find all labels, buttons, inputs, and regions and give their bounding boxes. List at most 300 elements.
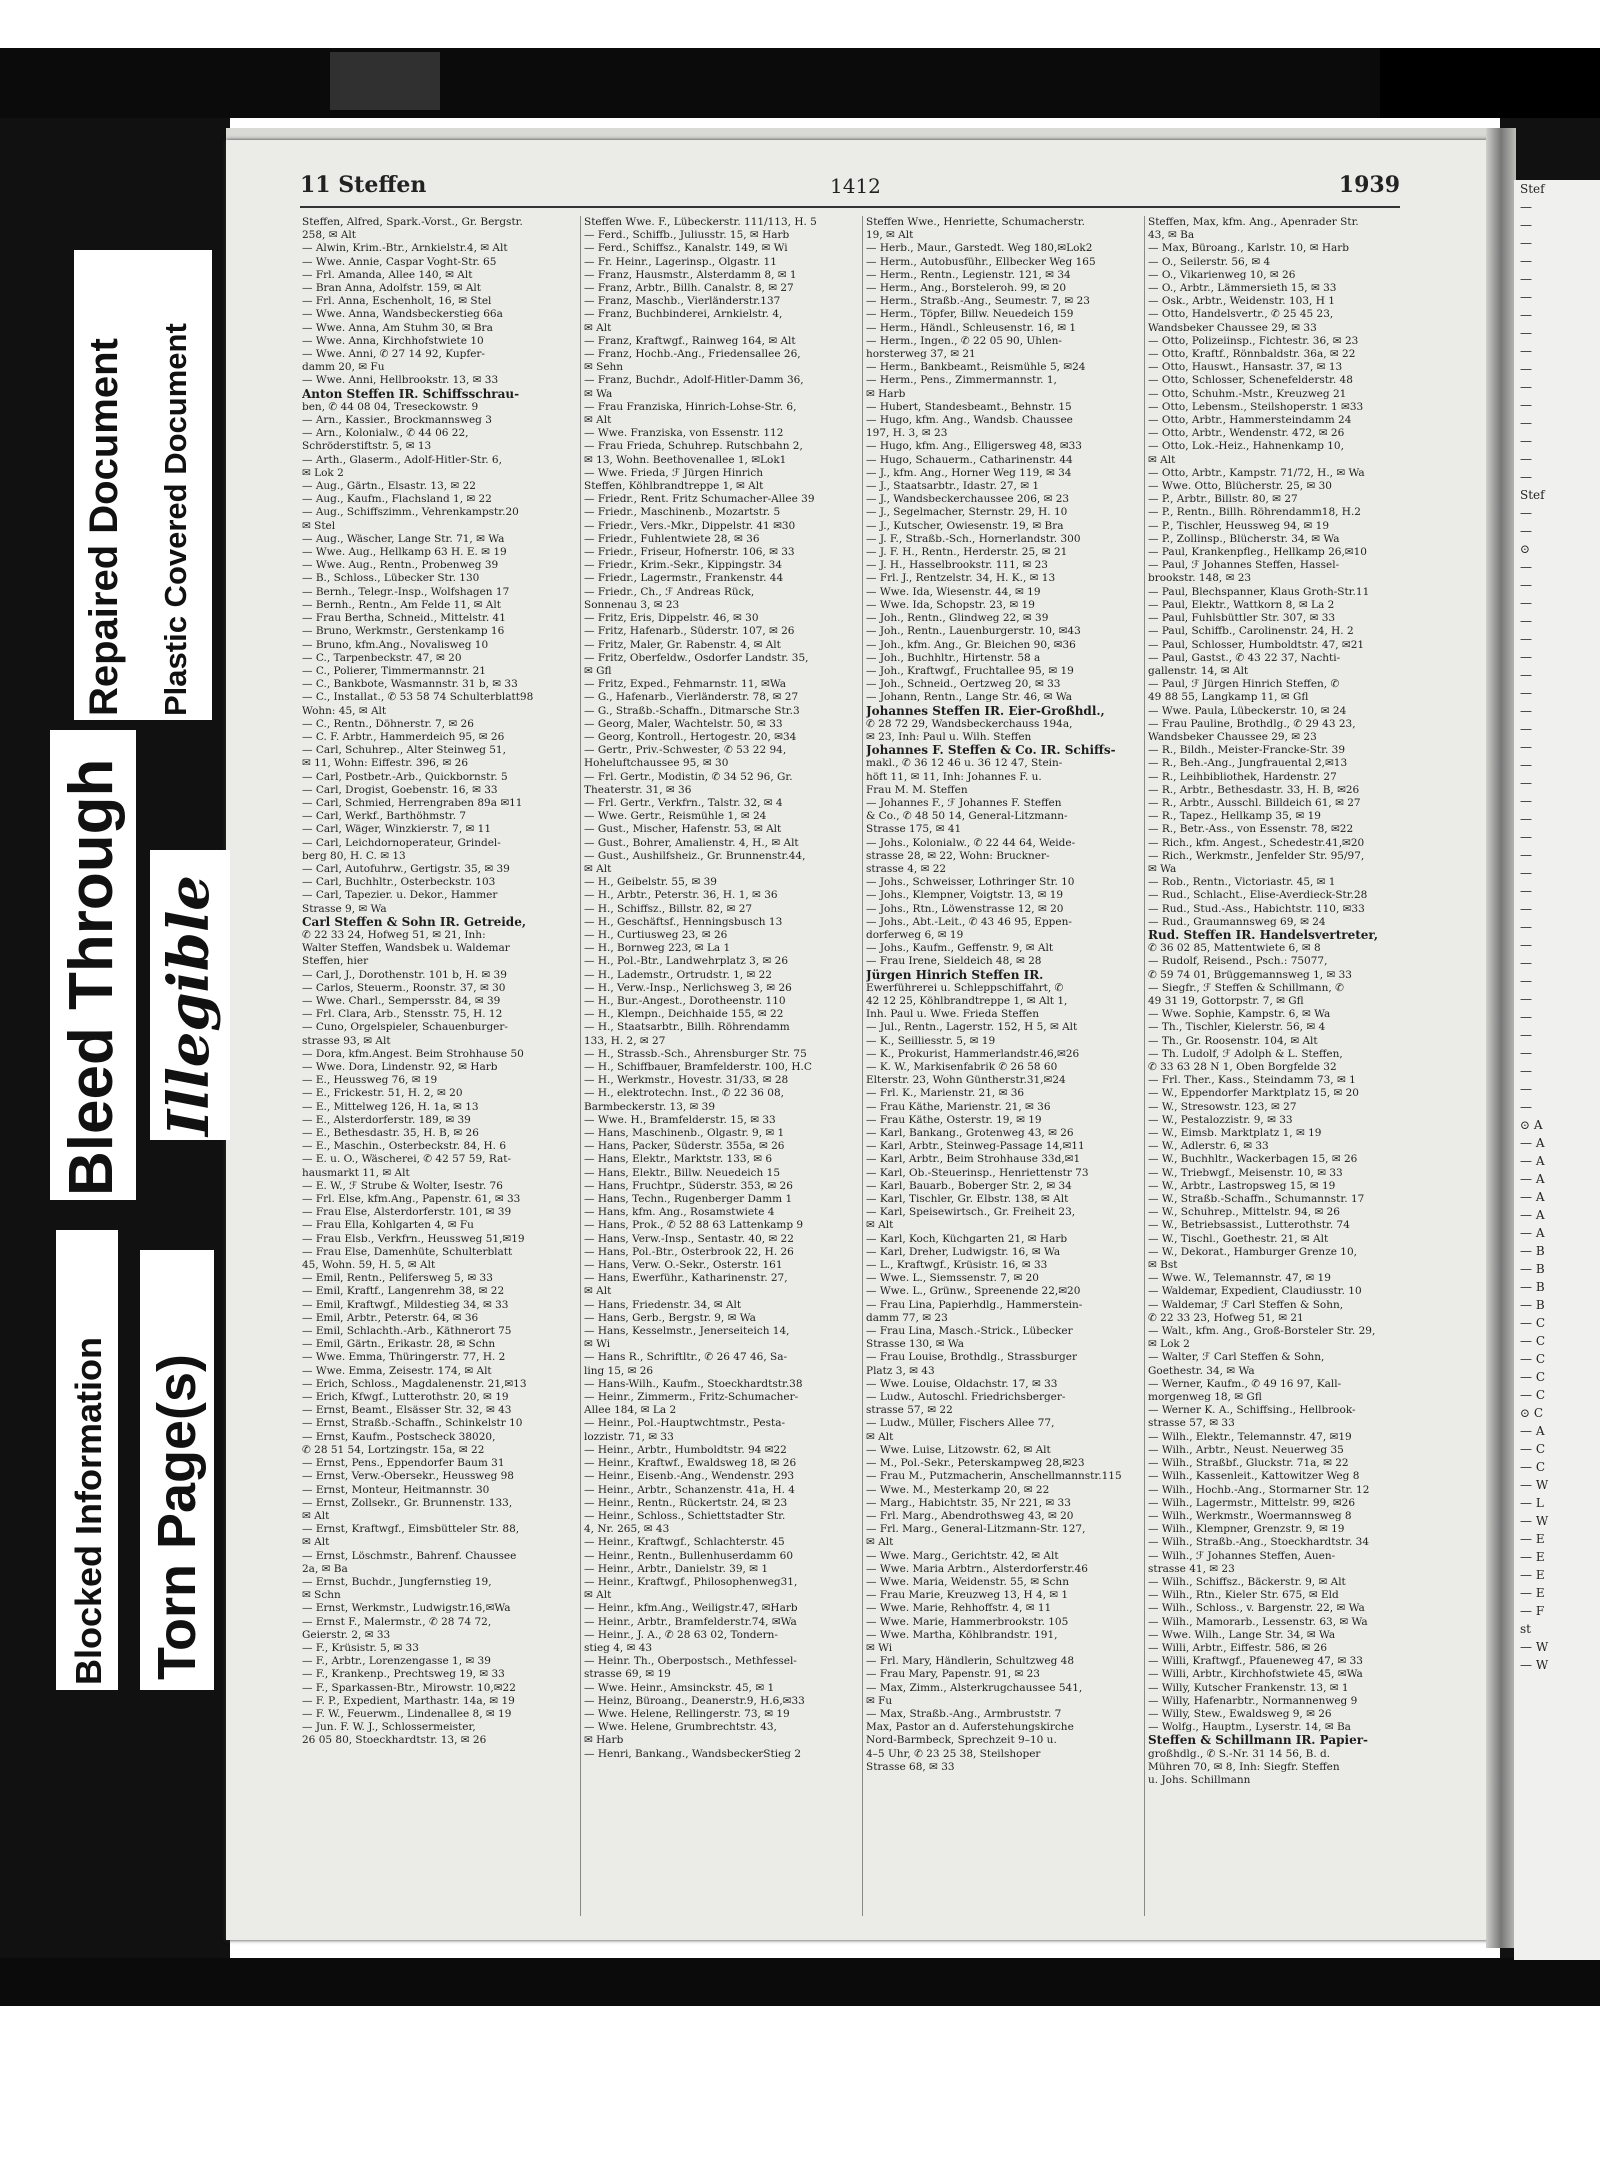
directory-entry: — Ludw., Autoschl. Friedrichsberger- xyxy=(866,1391,1066,1404)
tag-strip xyxy=(56,1230,118,1690)
directory-entry: — Karl, Arbtr., Steinweg-Passage 14,✉11 xyxy=(866,1140,1085,1153)
fragment-line: — C xyxy=(1520,1388,1545,1402)
fragment-line: — xyxy=(1520,560,1532,574)
directory-entry: ✉ Alt xyxy=(584,862,612,875)
directory-entry: ✉ Lok 2 xyxy=(1148,1338,1190,1351)
directory-entry: — Rud., Stud.-Ass., Habichtstr. 110, ✉33 xyxy=(1148,902,1365,915)
directory-entry: — R., Arbtr., Ausschl. Billdeich 61, ✉ 27 xyxy=(1148,796,1361,809)
fragment-line: — B xyxy=(1520,1298,1545,1312)
fragment-line: — xyxy=(1520,974,1532,988)
fragment-line: — B xyxy=(1520,1262,1545,1276)
directory-entry: — Hans, Fruchtpr., Süderstr. 353, ✉ 26 xyxy=(584,1179,793,1192)
directory-entry: — Frl. Gertr., Verkfrn., Talstr. 32, ✉ 4 xyxy=(584,796,783,809)
directory-entry: — W., Dekorat., Hamburger Grenze 10, xyxy=(1148,1245,1357,1258)
directory-entry: — H., Werkmstr., Hovestr. 31/33, ✉ 28 xyxy=(584,1074,789,1087)
directory-entry: — Henri, Bankang., WandsbeckerStieg 2 xyxy=(584,1747,802,1760)
directory-entry: ✉ Alt xyxy=(866,1430,894,1443)
directory-entry: — Johs., Kaufm., Geffenstr. 9, ✉ Alt xyxy=(866,942,1054,955)
directory-entry: — Erich, Schloss., Magdalenenstr. 21,✉13 xyxy=(302,1377,527,1390)
directory-entry: — C., Installat., ✆ 53 58 74 Schulterblatt98 xyxy=(302,691,534,704)
fragment-line: — xyxy=(1520,236,1532,250)
directory-entry: — Franz, Maschb., Vierländerstr.137 xyxy=(584,295,781,308)
directory-entry: — Ernst, Werkmstr., Ludwigstr.16,✉Wa xyxy=(302,1602,511,1615)
fragment-line: — B xyxy=(1520,1244,1545,1258)
directory-entry: — Wwe. Helene, Rellingerstr. 73, ✉ 19 xyxy=(584,1707,790,1720)
fragment-line: ⊙ xyxy=(1520,542,1531,556)
fragment-line: — xyxy=(1520,362,1532,376)
directory-entry: — Wilh., Straßbf., Gluckstr. 71a, ✉ 22 xyxy=(1148,1457,1349,1470)
directory-entry: — Joh., Schneid., Oertzweg 20, ✉ 33 xyxy=(866,678,1061,691)
fragment-line: — W xyxy=(1520,1658,1549,1672)
directory-entry: — Frl. Ther., Kass., Steindamm 73, ✉ 1 xyxy=(1148,1074,1356,1087)
directory-entry: — Ernst, Kaufm., Postscheck 38020, xyxy=(302,1430,496,1443)
directory-entry: — Jul., Rentn., Lagerstr. 152, H 5, ✉ Alt xyxy=(866,1021,1078,1034)
directory-entry: — Carl, Werkf., Barthöhmstr. 7 xyxy=(302,810,467,823)
directory-entry: 4–5 Uhr, ✆ 23 25 38, Steilshoper xyxy=(866,1747,1041,1760)
directory-entry: — Ernst F., Malermstr., ✆ 28 74 72, xyxy=(302,1615,492,1628)
directory-entry: — Frau Käthe, Osterstr. 19, ✉ 19 xyxy=(866,1113,1042,1126)
directory-entry: — Wwe. M., Mesterkamp 20, ✉ 22 xyxy=(866,1483,1050,1496)
directory-entry: — Hans, Gerb., Bergstr. 9, ✉ Wa xyxy=(584,1311,756,1324)
tag-torn-pages: Torn Page(s) xyxy=(147,1353,207,1680)
directory-entry: ✉ Schn xyxy=(302,1589,341,1602)
fragment-line: — xyxy=(1520,290,1532,304)
directory-entry: — E., Frickestr. 51, H. 2, ✉ 20 xyxy=(302,1087,463,1100)
directory-entry: Steffen Wwe., Henriette, Schumacherstr. xyxy=(866,216,1085,228)
directory-entry: Sonnenau 3, ✉ 23 xyxy=(584,598,680,611)
directory-entry: — Aug., Kaufm., Flachsland 1, ✉ 22 xyxy=(302,493,492,506)
column-divider xyxy=(1144,216,1145,1916)
directory-entry: — Frau M., Putzmacherin, Anschellmannstr.115 xyxy=(866,1470,1122,1483)
column-2 xyxy=(584,216,854,1916)
directory-entry: — Heinr., Arbtr., Bramfelderstr.74, ✉Wa xyxy=(584,1615,797,1628)
directory-entry: — H., Curtiusweg 23, ✉ 26 xyxy=(584,928,728,941)
directory-entry: 258, ✉ Alt xyxy=(302,229,357,242)
directory-entry: — Paul, Gastst., ✆ 43 22 37, Nachti- xyxy=(1148,651,1341,664)
directory-entry: — Frau Pauline, Brothdlg., ✆ 29 43 23, xyxy=(1148,717,1356,730)
directory-entry: stieg 4, ✉ 43 xyxy=(584,1641,653,1654)
directory-entry: Jürgen Hinrich Steffen IR. xyxy=(866,968,1044,982)
directory-entry: — Bernh., Telegr.-Insp., Wolfshagen 17 xyxy=(302,585,510,598)
directory-entry: — E., Mittelweg 126, H. 1a, ✉ 13 xyxy=(302,1100,479,1113)
directory-entry: — Otto, Arbtr., Wendenstr. 472, ✉ 26 xyxy=(1148,427,1345,440)
directory-entry: — Wwe. Helene, Grumbrechtstr. 43, xyxy=(584,1721,777,1734)
directory-entry: Steffen, hier xyxy=(302,955,369,968)
directory-entry: — Franz, Buchdr., Adolf-Hitler-Damm 36, xyxy=(584,374,804,387)
directory-entry: — Ernst, Verw.-Obersekr., Heussweg 98 xyxy=(302,1470,514,1483)
directory-entry: — Bernh., Rentn., Am Felde 11, ✉ Alt xyxy=(302,598,501,611)
directory-entry: — Wilh., Straßb.-Ang., Stoeckhardtstr. 34 xyxy=(1148,1536,1370,1549)
directory-entry: — Ludw., Müller, Fischers Allee 77, xyxy=(866,1417,1055,1430)
directory-entry: — Otto, Schlosser, Schenefelderstr. 48 xyxy=(1148,374,1353,387)
directory-entry: — Hugo, Schauerm., Catharinenstr. 44 xyxy=(866,453,1073,466)
directory-entry: — E., Maschin., Osterbeckstr. 84, H. 6 xyxy=(302,1140,507,1153)
fragment-line: — xyxy=(1520,614,1532,628)
column-divider xyxy=(862,216,863,1916)
directory-entry: — Heinz, Büroang., Deanerstr.9, H.6,✉33 xyxy=(584,1694,805,1707)
fragment-line: — xyxy=(1520,344,1532,358)
directory-entry: — Rich., Werkmstr., Jenfelder Str. 95/97, xyxy=(1148,849,1365,862)
directory-entry: Schröderstiftstr. 5, ✉ 13 xyxy=(302,440,432,453)
next-page-fragment xyxy=(1514,180,1600,1960)
directory-entry: — B., Schloss., Lübecker Str. 130 xyxy=(302,572,480,585)
directory-entry: berg 80, H. C. ✉ 13 xyxy=(302,849,406,862)
directory-entry: ✆ 36 02 85, Mattentwiete 6, ✉ 8 xyxy=(1148,942,1321,955)
directory-entry: — Rudolf, Reisend., Psch.: 75077, xyxy=(1148,955,1328,968)
directory-entry: ✉ Bst xyxy=(1148,1259,1178,1272)
fragment-line: — xyxy=(1520,1082,1532,1096)
directory-entry: — Heinr., Kraftwgf., Philosophenweg31, xyxy=(584,1575,798,1588)
directory-entry: — Otto, Lebensm., Steilshoperstr. 1 ✉33 xyxy=(1148,400,1364,413)
directory-entry: — Franz, Hausmstr., Alsterdamm 8, ✉ 1 xyxy=(584,268,797,281)
directory-entry: — Waldemar, ℱ Carl Steffen & Sohn, xyxy=(1148,1298,1344,1311)
directory-entry: — Willi, Kraftwgf., Pfaueneweg 47, ✉ 33 xyxy=(1148,1655,1363,1668)
directory-entry: — Fr. Heinr., Lagerinsp., Olgastr. 11 xyxy=(584,255,777,268)
fragment-line: — E xyxy=(1520,1568,1545,1582)
directory-entry: — F., Krankenp., Prechtsweg 19, ✉ 33 xyxy=(302,1668,505,1681)
directory-entry: — Wwe. Luise, Litzowstr. 62, ✉ Alt xyxy=(866,1443,1051,1456)
directory-entry: ✆ 33 63 28 N 1, Oben Borgfelde 32 xyxy=(1148,1061,1337,1073)
fragment-line: — xyxy=(1520,956,1532,970)
directory-entry: — Hans, Ewerführ., Katharinenstr. 27, xyxy=(584,1272,788,1285)
directory-entry: — Ernst, Zollsekr., Gr. Brunnenstr. 133, xyxy=(302,1496,513,1509)
directory-entry: ✉ 11, Wohn: Eiffestr. 396, ✉ 26 xyxy=(302,757,469,770)
directory-entry: — Carl, Autofuhrw., Gertigstr. 35, ✉ 39 xyxy=(302,862,510,875)
directory-entry: u. Johs. Schillmann xyxy=(1148,1773,1251,1786)
fragment-line: — C xyxy=(1520,1334,1545,1348)
directory-entry: — Johs., Schweisser, Lothringer Str. 10 xyxy=(866,876,1075,889)
directory-entry: — Werner K. A., Schiffsing., Hellbrook- xyxy=(1148,1404,1356,1417)
directory-entry: — Hans, Elektr., Marktstr. 133, ✉ 6 xyxy=(584,1153,773,1166)
directory-entry: — Paul, Blechspanner, Klaus Groth-Str.11 xyxy=(1148,585,1370,598)
directory-entry: — Heinr. Th., Oberpostsch., Methfessel- xyxy=(584,1655,797,1668)
directory-entry: — Rud., Schlacht., Elise-Averdieck-Str.28 xyxy=(1148,889,1368,902)
directory-entry: — Franz, Hochb.-Ang., Friedensallee 26, xyxy=(584,348,801,361)
directory-entry: — Friedr., Vers.-Mkr., Dippelstr. 41 ✉30 xyxy=(584,519,796,532)
directory-entry: — Franz, Arbtr., Billh. Canalstr. 8, ✉ 27 xyxy=(584,282,794,295)
fragment-line: — xyxy=(1520,632,1532,646)
directory-entry: — Otto, Polizeiinsp., Fichtestr. 36, ✉ 23 xyxy=(1148,334,1359,347)
directory-entry: — Frl. Marg., Abendrothsweg 43, ✉ 20 xyxy=(866,1509,1074,1522)
tag-strip xyxy=(140,1250,214,1690)
directory-entry: — Erich, Kfwgf., Lutterothstr. 20, ✉ 19 xyxy=(302,1391,509,1404)
fragment-line: — xyxy=(1520,776,1532,790)
fragment-line: — A xyxy=(1520,1208,1545,1222)
directory-entry: — W., Buchhltr., Wackerbagen 15, ✉ 26 xyxy=(1148,1153,1358,1166)
fragment-line: — xyxy=(1520,1010,1532,1024)
directory-entry: — K. W., Markisenfabrik ✆ 26 58 60 xyxy=(866,1061,1058,1073)
directory-entry: — Wwe. Anna, Kirchhofstwiete 10 xyxy=(302,334,484,347)
directory-entry: — Gertr., Priv.-Schwester, ✆ 53 22 94, xyxy=(584,744,787,757)
directory-entry: — Hans, Prok., ✆ 52 88 63 Lattenkamp 9 xyxy=(584,1219,804,1232)
directory-entry: dorferweg 6, ✉ 19 xyxy=(866,928,964,941)
directory-entry: — Paul, Elektr., Wattkorn 8, ✉ La 2 xyxy=(1148,598,1335,611)
directory-entry: — Max, Straßb.-Ang., Armbruststr. 7 xyxy=(866,1707,1062,1720)
directory-entry: — Otto, Kraftf., Rönnbaldstr. 36a, ✉ 22 xyxy=(1148,348,1356,361)
directory-entry: — Joh., Buchhltr., Hirtenstr. 58 a xyxy=(866,651,1041,664)
directory-entry: — Alwin, Krim.-Btr., Arnkielstr.4, ✉ Alt xyxy=(302,242,508,255)
fragment-line: — xyxy=(1520,794,1532,808)
directory-entry: — Carl, Tapezier. u. Dekor., Hammer xyxy=(302,889,498,902)
tag-strip xyxy=(150,850,230,1140)
fragment-line: — E xyxy=(1520,1550,1545,1564)
directory-entry: — Heinr., Kraftwf., Ewaldsweg 18, ✉ 26 xyxy=(584,1457,797,1470)
torn-fragment xyxy=(330,52,440,110)
directory-entry: — E., Bethesdastr. 35, H. B, ✉ 26 xyxy=(302,1127,479,1140)
fragment-line: — xyxy=(1520,524,1532,538)
directory-entry: ✉ Wi xyxy=(584,1338,611,1351)
directory-entry: — Frau Elsb., Verkfrn., Heussweg 51,✉19 xyxy=(302,1232,525,1245)
directory-entry: ✉ Wa xyxy=(1148,862,1177,875)
directory-entry: — Frau Marie, Kreuzweg 13, H 4, ✉ 1 xyxy=(866,1589,1069,1602)
column-4 xyxy=(1148,216,1418,1916)
directory-entry: 4, Nr. 265, ✉ 43 xyxy=(584,1523,670,1536)
directory-entry: — C., Polierer, Timmermannstr. 21 xyxy=(302,664,486,677)
directory-entry: — Frl. Marg., General-Litzmann-Str. 127, xyxy=(866,1523,1086,1536)
top-margin xyxy=(0,0,1600,48)
directory-entry: 2a, ✉ Ba xyxy=(302,1562,348,1575)
directory-entry: — C. F. Arbtr., Hammerdeich 95, ✉ 26 xyxy=(302,730,505,743)
directory-entry: — Wilh., Schloss., v. Bargenstr. 22, ✉ Wa xyxy=(1148,1602,1365,1615)
directory-entry: — Hans, Pol.-Btr., Osterbrook 22, H. 26 xyxy=(584,1245,794,1258)
directory-entry: — Wwe. Frieda, ℱ Jürgen Hinrich xyxy=(584,466,763,479)
directory-entry: — Wwe. Marie, Hammerbrookstr. 105 xyxy=(866,1615,1069,1628)
directory-entry: — Karl, Koch, Küchgarten 21, ✉ Harb xyxy=(866,1232,1068,1245)
directory-entry: — Osk., Arbtr., Weidenstr. 103, H 1 xyxy=(1148,295,1335,308)
directory-entry: — Joh., Kraftwgf., Fruchtallee 95, ✉ 19 xyxy=(866,664,1074,677)
directory-entry: — Gust., Bohrer, Amalienstr. 4, H., ✉ Alt xyxy=(584,836,799,849)
directory-entry: — Fritz, Oberfeldw., Osdorfer Landstr. 35, xyxy=(584,651,809,664)
directory-entry: — Herm., Bankbeamt., Reismühle 5, ✉24 xyxy=(866,361,1086,374)
directory-entry: — Ernst, Monteur, Heitmannstr. 30 xyxy=(302,1483,490,1496)
fragment-line: ⊙ C xyxy=(1520,1406,1544,1420)
directory-entry: — Georg, Maler, Wachtelstr. 50, ✉ 33 xyxy=(584,717,783,730)
directory-entry: — H., Strassb.-Sch., Ahrensburger Str. 75 xyxy=(584,1047,807,1060)
fragment-line: ⊙ A xyxy=(1520,1118,1543,1132)
directory-entry: — Paul, Fuhlsbüttler Str. 307, ✉ 33 xyxy=(1148,612,1336,625)
directory-entry: ✉ Sehn xyxy=(584,361,624,374)
directory-entry: — Carl, Leichdornoperateur, Grindel- xyxy=(302,836,501,849)
directory-entry: — Wwe. L., Grünw., Spreenende 22,✉20 xyxy=(866,1285,1081,1298)
directory-entry: — Frau Ella, Kohlgarten 4, ✉ Fu xyxy=(302,1219,474,1232)
directory-entry: — Wilh., Kassenleit., Kattowitzer Weg 8 xyxy=(1148,1470,1360,1483)
directory-entry: — C., Tarpenbeckstr. 47, ✉ 20 xyxy=(302,651,462,664)
directory-entry: — Wilh., ℱ Johannes Steffen, Auen- xyxy=(1148,1549,1336,1562)
directory-entry: — Marg., Habichtstr. 35, Nr 221, ✉ 33 xyxy=(866,1496,1071,1509)
directory-entry: Nord-Barmbeck, Sprechzeit 9–10 u. xyxy=(866,1734,1057,1747)
directory-entry: — Herb., Maur., Garstedt. Weg 180,✉Lok2 xyxy=(866,242,1093,255)
directory-entry: — Wwe. Emma, Thüringerstr. 77, H. 2 xyxy=(302,1351,506,1364)
directory-entry: 45, Wohn. 59, H. 5, ✉ Alt xyxy=(302,1259,436,1272)
directory-entry: — Friedr., Krim.-Sekr., Kippingstr. 34 xyxy=(584,559,783,572)
directory-entry: — Frau Lina, Masch.-Strick., Lübecker xyxy=(866,1325,1073,1338)
directory-entry: — Rich., kfm. Angest., Schedestr.41,✉20 xyxy=(1148,836,1365,849)
directory-entry: Strasse 68, ✉ 33 xyxy=(866,1760,955,1773)
directory-entry: makl., ✆ 36 12 46 u. 36 12 47, Stein- xyxy=(866,757,1063,770)
fragment-line: — xyxy=(1520,452,1532,466)
directory-entry: — F. W., Feuerwm., Lindenallee 8, ✉ 19 xyxy=(302,1707,512,1720)
directory-entry: — H., Schiffsz., Billstr. 82, ✉ 27 xyxy=(584,902,753,915)
directory-entry: — Hans, kfm. Ang., Rosamstwiete 4 xyxy=(584,1206,775,1219)
fragment-line: — C xyxy=(1520,1370,1545,1384)
directory-entry: — Gust., Mischer, Hafenstr. 53, ✉ Alt xyxy=(584,823,782,836)
directory-entry: — Wwe. Dora, Lindenstr. 92, ✉ Harb xyxy=(302,1061,498,1073)
directory-entry: — Ferd., Schiffsz., Kanalstr. 149, ✉ Wi xyxy=(584,242,788,255)
directory-entry: — E. u. O., Wäscherei, ✆ 42 57 59, Rat- xyxy=(302,1153,512,1166)
directory-entry: — Heinr., Schloss., Schiettstadter Str. xyxy=(584,1509,786,1522)
fragment-line: — xyxy=(1520,254,1532,268)
fragment-line: — A xyxy=(1520,1424,1545,1438)
directory-entry: — H., Geschäftsf., Henningsbusch 13 xyxy=(584,915,783,928)
column-divider xyxy=(580,216,581,1916)
tag-repaired-document: Repaired Document xyxy=(82,338,126,716)
directory-entry: — F., Krüsistr. 5, ✉ 33 xyxy=(302,1641,419,1654)
directory-entry: — Gust., Aushilfsheiz., Gr. Brunnenstr.44, xyxy=(584,849,806,862)
fragment-line: — A xyxy=(1520,1136,1545,1150)
fragment-line: Stef xyxy=(1520,182,1545,196)
directory-entry: Rud. Steffen IR. Handelsvertreter, xyxy=(1148,928,1379,942)
directory-entry: — Carl, Postbetr.-Arb., Quickbornstr. 5 xyxy=(302,770,508,783)
tag-illegible: Illegible xyxy=(156,875,222,1136)
directory-entry: — P., Rentn., Billh. Röhrendamm18, H.2 xyxy=(1148,506,1361,519)
directory-entry: — Wilh., Klempner, Grenzstr. 9, ✉ 19 xyxy=(1148,1523,1345,1536)
scan-background-bottom xyxy=(0,1958,1600,2006)
directory-entry: — Emil, Gärtn., Erikastr. 28, ✉ Schn xyxy=(302,1338,496,1351)
directory-entry: — J. F., Straßb.-Sch., Hornerlandstr. 300 xyxy=(866,532,1081,545)
fragment-line: — xyxy=(1520,272,1532,286)
directory-entry: — Ernst, Löschmstr., Bahrenf. Chaussee xyxy=(302,1549,517,1562)
directory-entry: — Willy, Kutscher Frankenstr. 13, ✉ 1 xyxy=(1148,1681,1349,1694)
directory-entry: Mühren 70, ✉ 8, Inh: Siegfr. Steffen xyxy=(1148,1760,1340,1773)
directory-entry: ✉ 23, Inh: Paul u. Wilh. Steffen xyxy=(866,730,1032,743)
directory-entry: — Frau Else, Alsterdorferstr. 101, ✉ 39 xyxy=(302,1206,512,1219)
directory-entry: — O., Vikarienweg 10, ✉ 26 xyxy=(1148,268,1296,281)
directory-entry: 26 05 80, Stoeckhardtstr. 13, ✉ 26 xyxy=(302,1734,487,1747)
directory-entry: — Ernst, Buchdr., Jungfernstieg 19, xyxy=(302,1575,492,1588)
fragment-line: — C xyxy=(1520,1442,1545,1456)
directory-entry: — Frl. Amanda, Allee 140, ✉ Alt xyxy=(302,268,473,281)
directory-entry: — Hans-Wilh., Kaufm., Stoeckhardtstr.38 xyxy=(584,1377,803,1390)
directory-entry: — Siegfr., ℱ Steffen & Schillmann, ✆ xyxy=(1148,981,1344,994)
directory-entry: — Wwe. Anni, Hellbrookstr. 13, ✉ 33 xyxy=(302,374,499,387)
directory-entry: — W., Triebwgf., Meisenstr. 10, ✉ 33 xyxy=(1148,1166,1343,1179)
directory-entry: damm 77, ✉ 23 xyxy=(866,1311,948,1324)
fragment-line: st xyxy=(1520,1622,1531,1636)
directory-entry: — Karl, Arbtr., Beim Strohhause 33d,✉1 xyxy=(866,1153,1081,1166)
fragment-line: — xyxy=(1520,866,1532,880)
directory-entry: — Johs., Abt.-Leit., ✆ 43 46 95, Eppen- xyxy=(866,915,1072,928)
fragment-line: — B xyxy=(1520,1280,1545,1294)
directory-entry: — Frl. J., Rentzelstr. 34, H. K., ✉ 13 xyxy=(866,572,1056,585)
directory-entry: — F., Sparkassen-Btr., Mirowstr. 10,✉22 xyxy=(302,1681,516,1694)
directory-entry: — Wilh., Lagermstr., Mittelstr. 99, ✉26 xyxy=(1148,1496,1356,1509)
directory-entry: ✉ Alt xyxy=(302,1509,330,1522)
directory-entry: Carl Steffen & Sohn IR. Getreide, xyxy=(302,915,527,929)
directory-entry: — Aug., Wäscher, Lange Str. 71, ✉ Wa xyxy=(302,532,505,545)
directory-entry: & Co., ✆ 48 50 14, General-Litzmann- xyxy=(866,810,1068,823)
directory-entry: Wohn: 45, ✉ Alt xyxy=(302,704,387,717)
directory-entry: — Frau Irene, Sieldeich 48, ✉ 28 xyxy=(866,955,1042,968)
fragment-line: — xyxy=(1520,938,1532,952)
fragment-line: — xyxy=(1520,1046,1532,1060)
directory-entry: — W., Betriebsassist., Lutterothstr. 74 xyxy=(1148,1219,1350,1232)
directory-entry: — Otto, Schuhm.-Mstr., Kreuzweg 21 xyxy=(1148,387,1347,400)
directory-entry: — Otto, Arbtr., Kampstr. 71/72, H., ✉ Wa xyxy=(1148,466,1365,479)
directory-entry: — Frau Lina, Papierhdlg., Hammerstein- xyxy=(866,1298,1083,1311)
directory-entry: großhdlg., ✆ S.-Nr. 31 14 56, B. d. xyxy=(1148,1747,1331,1760)
directory-entry: ✉ Alt xyxy=(866,1536,894,1549)
directory-entry: — Aug., Gärtn., Elsastr. 13, ✉ 22 xyxy=(302,480,476,493)
header-year: 1939 xyxy=(1338,172,1400,198)
directory-entry: — Wwe. Aug., Rentn., Probenweg 39 xyxy=(302,559,499,572)
directory-entry: — Hans, Elektr., Billw. Neuedeich 15 xyxy=(584,1166,780,1179)
header-rule xyxy=(300,206,1400,208)
directory-entry: — C., Rentn., Döhnerstr. 7, ✉ 26 xyxy=(302,717,474,730)
fragment-line: — E xyxy=(1520,1586,1545,1600)
directory-entry: strasse 41, ✉ 23 xyxy=(1148,1562,1235,1575)
directory-entry: 19, ✉ Alt xyxy=(866,229,914,242)
directory-entry: — Aug., Schiffszimm., Vehrenkampstr.20 xyxy=(302,506,519,519)
directory-entry: — Wilh., Arbtr., Neust. Neuerweg 35 xyxy=(1148,1443,1344,1456)
directory-entry: ✉ Alt xyxy=(866,1219,894,1232)
fragment-line: — xyxy=(1520,1064,1532,1078)
directory-entry: — Hugo, kfm. Ang., Elligersweg 48, ✉33 xyxy=(866,440,1082,453)
directory-entry: — Max, Zimm., Alsterkrugchaussee 541, xyxy=(866,1681,1083,1694)
directory-entry: — Karl, Tischler, Gr. Elbstr. 138, ✉ Alt xyxy=(866,1193,1069,1206)
directory-entry: — H., Lademstr., Ortrudstr. 1, ✉ 22 xyxy=(584,968,772,981)
directory-entry: ✉ Fu xyxy=(866,1694,893,1707)
directory-entry: Elterstr. 23, Wohn Güntherstr.31,✉24 xyxy=(866,1074,1066,1087)
fragment-line: — xyxy=(1520,668,1532,682)
directory-entry: — Paul, ℱ Jürgen Hinrich Steffen, ✆ xyxy=(1148,678,1340,691)
directory-entry: — Wilh., Hochb.-Ang., Stormarner Str. 12 xyxy=(1148,1483,1370,1496)
fragment-line: — xyxy=(1520,380,1532,394)
directory-entry: ✉ Harb xyxy=(866,387,906,400)
directory-entry: — Wwe. W., Telemannstr. 47, ✉ 19 xyxy=(1148,1272,1331,1285)
directory-entry: — Carl, J., Dorothenstr. 101 b, H. ✉ 39 xyxy=(302,968,507,981)
directory-entry: — W., Schuhrep., Mittelstr. 94, ✉ 26 xyxy=(1148,1206,1340,1219)
directory-entry: — Hans, Verw.-Insp., Sentastr. 40, ✉ 22 xyxy=(584,1232,794,1245)
fragment-line: — W xyxy=(1520,1514,1549,1528)
directory-entry: — W., Arbtr., Lastropsweg 15, ✉ 19 xyxy=(1148,1179,1336,1192)
directory-entry: — Herm., Händl., Schleusenstr. 16, ✉ 1 xyxy=(866,321,1077,334)
directory-entry: — Wwe. Franziska, von Essenstr. 112 xyxy=(584,427,784,440)
directory-entry: — Fritz, Exped., Fehmarnstr. 11, ✉Wa xyxy=(584,678,786,691)
directory-entry: — Hans R., Schriftltr., ✆ 26 47 46, Sa- xyxy=(584,1351,788,1364)
directory-entry: — W., Straßb.-Schaffn., Schumannstr. 17 xyxy=(1148,1193,1365,1206)
directory-entry: — Emil, Rentn., Pelifersweg 5, ✉ 33 xyxy=(302,1272,493,1285)
directory-entry: — J., Segelmacher, Sternstr. 29, H. 10 xyxy=(866,506,1068,519)
directory-entry: — Arn., Kolonialw., ✆ 44 06 22, xyxy=(302,427,469,440)
directory-entry: — G., Straßb.-Schaffn., Ditmarsche Str.3 xyxy=(584,704,800,717)
directory-entry: — Heinr., Pol.-Hauptwchtmstr., Pesta- xyxy=(584,1417,786,1430)
directory-entry: — W., Eimsb. Marktplatz 1, ✉ 19 xyxy=(1148,1127,1322,1140)
fragment-line: — C xyxy=(1520,1460,1545,1474)
directory-entry: — Willy, Stew., Ewaldsweg 9, ✉ 26 xyxy=(1148,1707,1332,1720)
directory-entry: ✆ 59 74 01, Brüggemannsweg 1, ✉ 33 xyxy=(1148,968,1352,981)
directory-entry: — Frl. Mary, Händlerin, Schultzweg 48 xyxy=(866,1655,1075,1668)
directory-entry: — Frl. K., Marienstr. 21, ✉ 36 xyxy=(866,1087,1025,1100)
directory-entry: strasse 57, ✉ 33 xyxy=(1148,1417,1235,1430)
directory-entry: — Wwe. Otto, Blücherstr. 25, ✉ 30 xyxy=(1148,480,1332,493)
directory-entry: — Hubert, Standesbeamt., Behnstr. 15 xyxy=(866,400,1072,413)
directory-entry: — W., Eppendorfer Marktplatz 15, ✉ 20 xyxy=(1148,1087,1359,1100)
directory-entry: — Wwe. Paula, Lübeckerstr. 10, ✉ 24 xyxy=(1148,704,1347,717)
directory-entry: — Rud., Graumannsweg 69, ✉ 24 xyxy=(1148,915,1326,928)
directory-entry: — E. W., ℱ Strube & Wolter, Isestr. 76 xyxy=(302,1179,503,1192)
directory-entry: — Wwe. Gertr., Reismühle 1, ✉ 24 xyxy=(584,810,767,823)
directory-entry: horsterweg 37, ✉ 21 xyxy=(866,348,976,361)
